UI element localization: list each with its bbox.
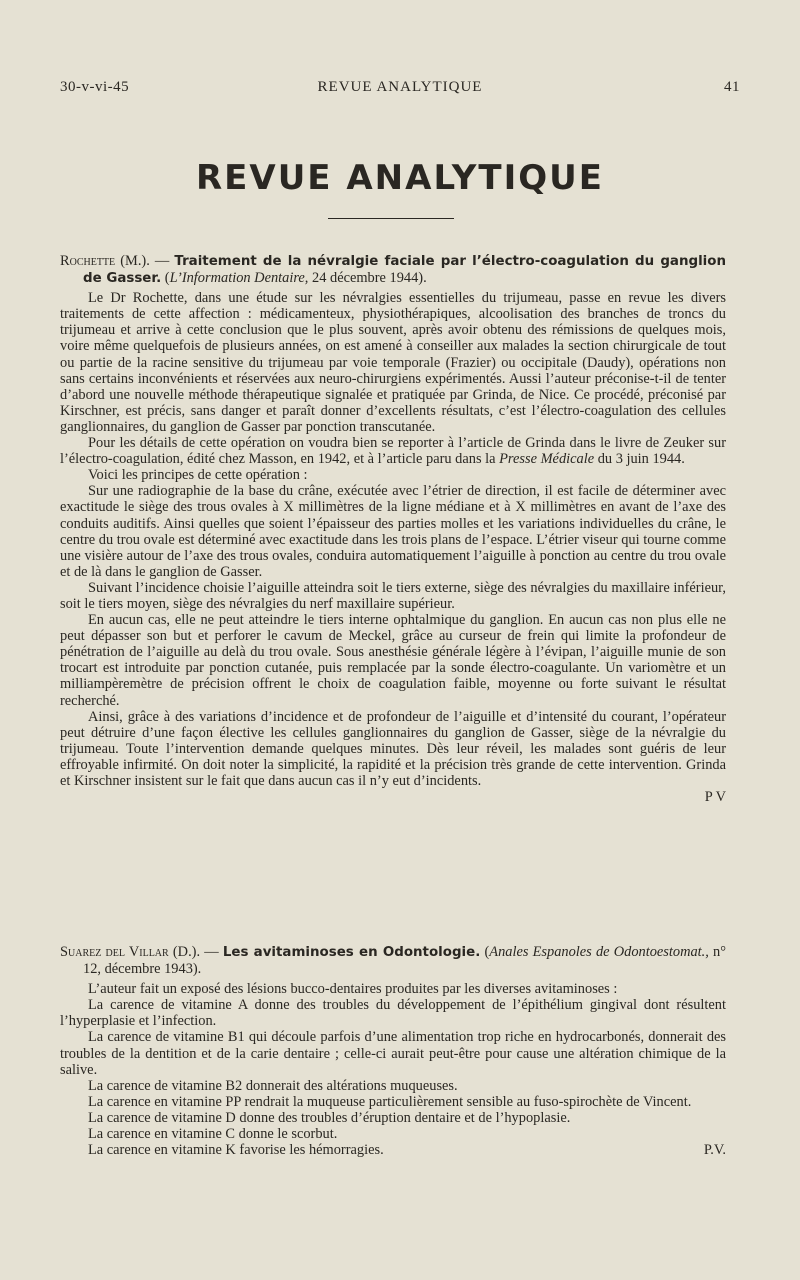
paragraph: La carence de vitamine A donne des troubles du développement de l’épithélium gingival dont résultent l’hyperplasie et l’infection. — [60, 997, 726, 1030]
running-head — [60, 79, 740, 99]
article-title: Les avitaminoses en Odontologie. — [222, 945, 481, 960]
paragraph: La carence en vitamine PP rendrait la muqueuse particulièrement sensible au fuso-spirochète de Vincent. — [88, 1093, 692, 1110]
title-divider — [328, 218, 454, 219]
cited-journal: Presse Médicale — [499, 451, 595, 468]
paragraph: La carence de vitamine B2 donnerait des altérations muqueuses. — [88, 1077, 458, 1094]
paragraph: En aucun cas, elle ne peut atteindre le tiers interne ophtalmique du ganglion. En aucun cas non plus elle ne peut dépasser son but et perforer le cavum de Meckel, grâce au curseur de frein qui limite la profondeur de pénétration de l’aiguille au delà du trou ovale. Sous anesthésie générale légère à l’évipan, l’aiguille munie de son trocart est introduite par ponction cutanée, puis remplacée par la sonde électro-coagulante. Un variomètre et un milliampèremètre de précision offrent le choix de coagulation faible, moyenne ou forte suivant le résultat recherché. — [60, 612, 726, 709]
paragraph-text: du 3 juin 1944. — [594, 451, 685, 468]
heading-separator: — — [149, 253, 175, 269]
article-author: Rochette (M.). — [60, 253, 150, 269]
source-date: n° 12, décembre 1943). — [83, 944, 727, 978]
article-rochette — [60, 253, 726, 805]
issue-date: 30-v-vi-45 — [60, 79, 130, 95]
article-heading — [60, 944, 726, 977]
signature: P V — [704, 789, 726, 806]
source-open: ( — [480, 944, 490, 960]
journal-name: REVUE ANALYTIQUE — [317, 79, 483, 95]
article-suarez — [60, 944, 726, 1158]
source-journal: L’Information Dentaire, — [169, 270, 309, 287]
paragraph: La carence en vitamine C donne le scorbut. — [88, 1126, 338, 1143]
signature: P.V. — [703, 1142, 726, 1159]
article-title: Traitement de la névralgie faciale par l’électro-coagulation du ganglion de Gasser. — [83, 254, 726, 287]
paragraph — [60, 1142, 726, 1158]
paragraph: Le Dr Rochette, dans une étude sur les névralgies essentielles du trijumeau, passe en revue les divers traitements de cette affection : médicamenteux, physiothérapiques, alcoolisation des branches de troncs du trijumeau et arrive à cette conclusion que le plus souvent, après avoir obtenu des rémissions de quelques mois, voire même quelquefois de plusieurs années, on est amené à conseiller aux malades la section chirurgicale de tout ou partie de la racine sensitive du trijumeau par voie temporale (Frazier) ou occipitale (Daudy), opérations non sans certains inconvénients et réservées aux neuro-chirurgiens expérimentés. Aussi l’auteur préconise-t-il de tenter d’abord une nouvelle méthode thérapeutique signalée et pratiquée par Grinda, de Nice. Ce procédé, préconisé par Kirschner, est précis, sans danger et paraît donner d’excellents résultats, c’est l’électro-coagulation des cellules ganglionnaires, du ganglion de Gasser par ponction transcutanée. — [60, 290, 726, 435]
paragraph: Suivant l’incidence choisie l’aiguille atteindra soit le tiers externe, siège des névralgies du maxillaire inférieur, soit le tiers moyen, siège des névralgies du nerf maxillaire supérieur. — [60, 579, 726, 612]
paragraph: Sur une radiographie de la base du crâne, exécutée avec l’étrier de direction, il est facile de déterminer avec exactitude le siège des trous ovales à X millimètres de la ligne médiane et à X millimètres en avant de l’axe des conduits auditifs. Ainsi quelles que soient l’épaisseur des parties molles et les variations individuelles du crâne, le centre du trou ovale est déterminé avec exactitude dans les trois plans de l’espace. L’étrier viseur qui tourne comme une visière autour de l’axe des trous ovales, conduira automatiquement l’aiguille à ponction au centre du trou ovale et de là dans le ganglion de Gasser. — [60, 483, 726, 580]
source-date: 24 décembre 1944). — [308, 270, 427, 287]
paragraph — [60, 435, 726, 467]
page-number: 41 — [724, 79, 740, 95]
page-title: REVUE ANALYTIQUE — [195, 158, 605, 198]
article-heading — [60, 253, 726, 287]
paragraph: La carence de vitamine B1 qui découle parfois d’une alimentation trop riche en hydrocarbonés, donnerait des troubles de la dentition et de la carie dentaire ; celle-ci aurait peut-être pour cause une altération chimique de la salive. — [60, 1029, 726, 1078]
article-author: Suarez del Villar (D.). — [60, 944, 201, 960]
source-open: ( — [161, 270, 170, 287]
paragraph: L’auteur fait un exposé des lésions bucco-dentaires produites par les diverses avitaminoses : — [88, 981, 618, 998]
paragraph: La carence de vitamine D donne des troubles d’éruption dentaire et de l’hypoplasie. — [88, 1109, 571, 1126]
paragraph: Voici les principes de cette opération : — [88, 467, 308, 484]
heading-separator: — — [200, 944, 223, 960]
paragraph-text: La carence en vitamine K favorise les hémorragies. — [88, 1142, 384, 1159]
source-journal: Anales Espanoles de Odontoestomat., — [489, 944, 709, 960]
paragraph-text: Pour les détails de cette opération on voudra bien se reporter à l’article de Grinda dans le livre de Zeuker sur l’électro-coagulation, édité chez Masson, en 1942, et à l’article paru dans la — [60, 435, 726, 468]
paragraph: Ainsi, grâce à des variations d’incidence et de profondeur de l’aiguille et d’intensité du courant, l’opérateur peut détruire d’une façon élective les cellules ganglionnaires du ganglion de Gasser, siège de la névralgie du trijumeau. Toute l’intervention demande quelques minutes. Dès leur réveil, les malades sont guéris de leur effroyable infirmité. On doit noter la simplicité, la rapidité et la précision très grande de cette intervention. Grinda et Kirschner insistent sur le fait que dans aucun cas il n’y eut d’incidents. — [60, 708, 726, 789]
